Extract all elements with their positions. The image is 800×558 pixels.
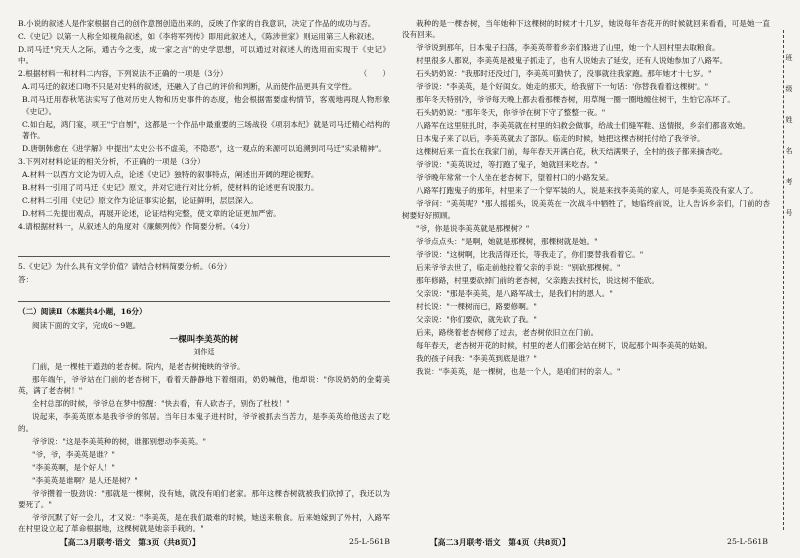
story-paragraph: 爷爷说："这是李美英种的树，谁都别想动李美英。" bbox=[32, 436, 207, 446]
story-paragraph: 石头奶奶说："那年冬天，你爷爷在树下守了整整一夜。" bbox=[416, 108, 606, 118]
question-5: 5.《史记》为什么具有文学价值？请结合材料简要分析。（6分） bbox=[18, 262, 232, 272]
story-paragraph: 每年春天，老杏树开花的时候，村里的老人们都会站在树下，说起那个叫李美英的姑娘。 bbox=[416, 340, 713, 350]
story-paragraph: 栽种的是一棵杏树，当年她种下这棵树的时候才十几岁，她说每年杏花开的时候就回来看看，可是她一直没有回来。 bbox=[402, 19, 770, 40]
reading-instruction: 阅读下面的文字，完成6～9题。 bbox=[32, 320, 141, 330]
q2-option-a: A.司马迁的叙述口吻不只是对史料的叙述，还融入了自己的评价和判断，从而使作品更具有文学性。 bbox=[22, 82, 357, 92]
story-paragraph: 爷爷攒着一股劲说："那就是一棵树，没有她，就没有咱们老家。那年这棵杏树就被我们砍掉了，我还以为要死了。" bbox=[18, 488, 390, 510]
story-paragraph: 爷爷沉默了好一会儿，才又说："李美英，是在我们最难的时候，她送来粮食。后来她嫁到了外村，入路军在村里设立起了革命根据地，这棵树就是她亲手栽的。" bbox=[18, 513, 390, 534]
story-paragraph: 后来爷爷去世了，临走前他拉着父亲的手说："别砍那棵树。" bbox=[416, 262, 621, 272]
story-paragraph: 日本鬼子来了以后，李美英就去了部队。临走的时候，她把这棵杏树托付给了我爷爷。 bbox=[416, 134, 705, 144]
option-c: C.《史记》以第一人称全知视角叙述，如《李将军列传》即用此叙述人，《陈涉世家》则运用第三人称叙述。 bbox=[18, 32, 380, 41]
gutter-label: 班 bbox=[785, 54, 793, 61]
story-paragraph: "爷，爷，李美英是谁？" bbox=[32, 449, 115, 459]
page-4 bbox=[402, 18, 770, 379]
story-paragraph: 那年修路，村里要砍掉门前的老杏树，父亲跑去找村长，说这树不能砍。 bbox=[416, 275, 659, 285]
answer-space bbox=[18, 234, 390, 257]
page-3-footer bbox=[60, 537, 390, 548]
gutter-label: 考 bbox=[785, 178, 793, 185]
question-3: 3.下列对材料论证的相关分析，不正确的一项是（3分） bbox=[18, 157, 205, 167]
story-paragraph: 这棵树后来一直长在我家门前，每年春天开满白花，秋天结满果子，全村的孩子都来摘杏吃。 bbox=[416, 147, 728, 157]
story-paragraph: 全村总部的时候，爷爷总在梦中惊醒："快去看，有人砍杏子，别伤了杜枝！" bbox=[32, 399, 290, 409]
question-2 bbox=[18, 68, 390, 79]
story-paragraph: 爷爷说到那年，日本鬼子扫荡，李美英带着乡亲们躲进了山里，她一个人回村里去取粮食。 bbox=[416, 43, 720, 53]
story-paragraph: "李美英是谁啊？是人还是树？" bbox=[32, 475, 138, 485]
q3-option-d: D.材料二先提出观点，再展开论述，论证结构完整，使文章的论证更加严密。 bbox=[22, 209, 281, 219]
story-paragraph: 石头奶奶说："我那时还没过门，李美英可勤快了，没事就往我家跑。那年她才十七岁。" bbox=[416, 69, 712, 79]
story-paragraph: 爷爷点点头："是啊，她就是那棵树，那棵树就是她。" bbox=[416, 236, 598, 246]
page-4-footer-text: 【高二3月联考·语文 第4页（共8页）】 bbox=[430, 538, 570, 547]
q3-option-b: B.材料一引用了司马迁《史记》原文，并对它进行对比分析，使材料的论述更有说服力。 bbox=[22, 183, 319, 193]
story-paragraph: 爷爷说："李美英，是个好闺女。她走的那天，给我留下一句话：'你替我看着这棵树'。" bbox=[416, 82, 709, 92]
answer-label: 答： bbox=[18, 275, 34, 285]
page-3 bbox=[18, 18, 390, 536]
story-paragraph: 那年冬天特别冷，爷爷每天晚上都去看那棵杏树，用草绳一圈一圈地缠住树干，生怕它冻坏了。 bbox=[416, 95, 735, 105]
q2-option-c: C.如白起，鸿门宴，项王"宁自刎"，这都是一个作品中最重要的三场战役《项羽本纪》就是司马迁精心结构的著作。 bbox=[22, 119, 390, 141]
gutter-label: 级 bbox=[785, 85, 793, 92]
story-paragraph: 八路军在这里驻扎时，李美英就在村里的妇救会做事，给战士们缝军鞋、送情报，乡亲们都喜欢她。 bbox=[416, 121, 751, 131]
story-paragraph: 父亲说："你们要砍，就先砍了我。" bbox=[416, 314, 537, 324]
q2-option-b: B.司马迁用春秋笔法实写了他对历史人物和历史事件的态度，他会根据需要虚构情节，客观地再现人物形象《史记》。 bbox=[22, 95, 390, 116]
q3-option-c: C.材料二引用《史记》原文作为论证事实论据，论证鲜明，层层深入。 bbox=[22, 196, 258, 206]
answer-space-5 bbox=[18, 287, 390, 302]
story-title: 一棵叫李美英的树 bbox=[169, 335, 239, 346]
binding-gutter bbox=[783, 30, 798, 530]
story-paragraph: 村里很多人都说，李美英是被鬼子抓走了，也有人说她去了延安，还有人说她参加了八路军。 bbox=[416, 56, 728, 66]
story-paragraph: 说起来，李美英原本是我爷爷的邻居。当年日本鬼子进村时，爷爷被抓去当苦力，是李美英给他送去了吃的。 bbox=[18, 412, 390, 433]
story-paragraph: 后来，路绕着老杏树修了过去，老杏树依旧立在门前。 bbox=[416, 327, 599, 337]
answer-bracket: （ ） bbox=[359, 69, 390, 79]
story-paragraph: 父亲说："那是李美英，是八路军战士，是我们村的恩人。" bbox=[416, 288, 613, 298]
story-paragraph: 门前，是一棵桂干遒劲的老杏树。院内，是老杏树掩映的爷爷。 bbox=[32, 361, 245, 371]
section-heading: （二）阅读Ⅱ（本题共4小题，16分） bbox=[18, 307, 147, 317]
page-3-code: 25-L-561B bbox=[349, 537, 390, 546]
option-d: D.司马迁"究天人之际，通古今之变，成一家之言"的史学思想，可以通过对叙述人的选用而实现于《史记》中。 bbox=[18, 45, 390, 66]
q2-option-d: D.唐朝韩愈在《进学解》中提出"太史公书不虚美，不隐恶"，这一观点的来源可以追溯到司马迁"实录精神"。 bbox=[22, 144, 386, 154]
gutter-label: 姓 bbox=[785, 116, 793, 123]
option-b: B.小说的叙述人是作家根据自己的创作意图创造出来的，反映了作家的自我意识，决定了作品的成功与否。 bbox=[18, 19, 376, 28]
story-paragraph: 我的孩子问我："李美英到底是谁？" bbox=[416, 353, 537, 363]
story-paragraph: 那年端午，爷爷站在门前的老杏树下，看着天静静地下着细雨，奶奶喊他，他却说："你说奶奶的金菊美英，满了老杏树！" bbox=[18, 374, 390, 396]
q3-option-a: A.材料一以西方文论为切入点，论述《史记》独特的叙事特点，阐述出开阔的理论视野。 bbox=[22, 170, 319, 180]
page-4-footer bbox=[430, 537, 768, 548]
story-paragraph: 爷爷晚年常常一个人坐在老杏树下，望着村口的小路发呆。 bbox=[416, 173, 614, 183]
gutter-label: 号 bbox=[785, 209, 793, 216]
story-paragraph: 八路军打跑鬼子的那年，村里来了一个穿军装的人，说是来找李美英的家人，可是李美英没有家人了。 bbox=[416, 186, 758, 196]
question-2-stem: 2.根据材料一和材料二内容，下列说法不正确的一项是（3分） bbox=[18, 69, 228, 79]
gutter-label: 名 bbox=[785, 147, 793, 154]
story-author: 刘作廷 bbox=[193, 348, 215, 357]
story-paragraph: 爷爷问："美英呢？"那人摇摇头，说美英在一次战斗中牺牲了，她临终前说，让人告诉乡亲们，门前的杏树要好好照顾。 bbox=[402, 199, 770, 220]
page-4-code: 25-L-561B bbox=[727, 537, 768, 546]
story-paragraph: 爷爷说："这树啊，比我活得还长，等我走了，你们要替我看着它。" bbox=[416, 249, 644, 259]
page-3-footer-text: 【高二3月联考·语文 第3页（共8页）】 bbox=[60, 538, 200, 547]
question-4: 4.请根据材料一，从叙述人的角度对《廉颇列传》作简要分析。（4分） bbox=[18, 222, 255, 232]
story-paragraph: "爷，你是说李美英就是那棵树？" bbox=[416, 223, 530, 233]
story-paragraph: "李美英啊，是个好人！" bbox=[32, 462, 115, 472]
story-paragraph: 我说："李美英，是一棵树，也是一个人，是咱们村的亲人。" bbox=[416, 366, 621, 376]
story-paragraph: 爷爷说："美英说过，等打跑了鬼子，她就回来吃杏。" bbox=[416, 160, 598, 170]
story-paragraph: 村长说："一棵树而已，路要修啊。" bbox=[416, 301, 537, 311]
